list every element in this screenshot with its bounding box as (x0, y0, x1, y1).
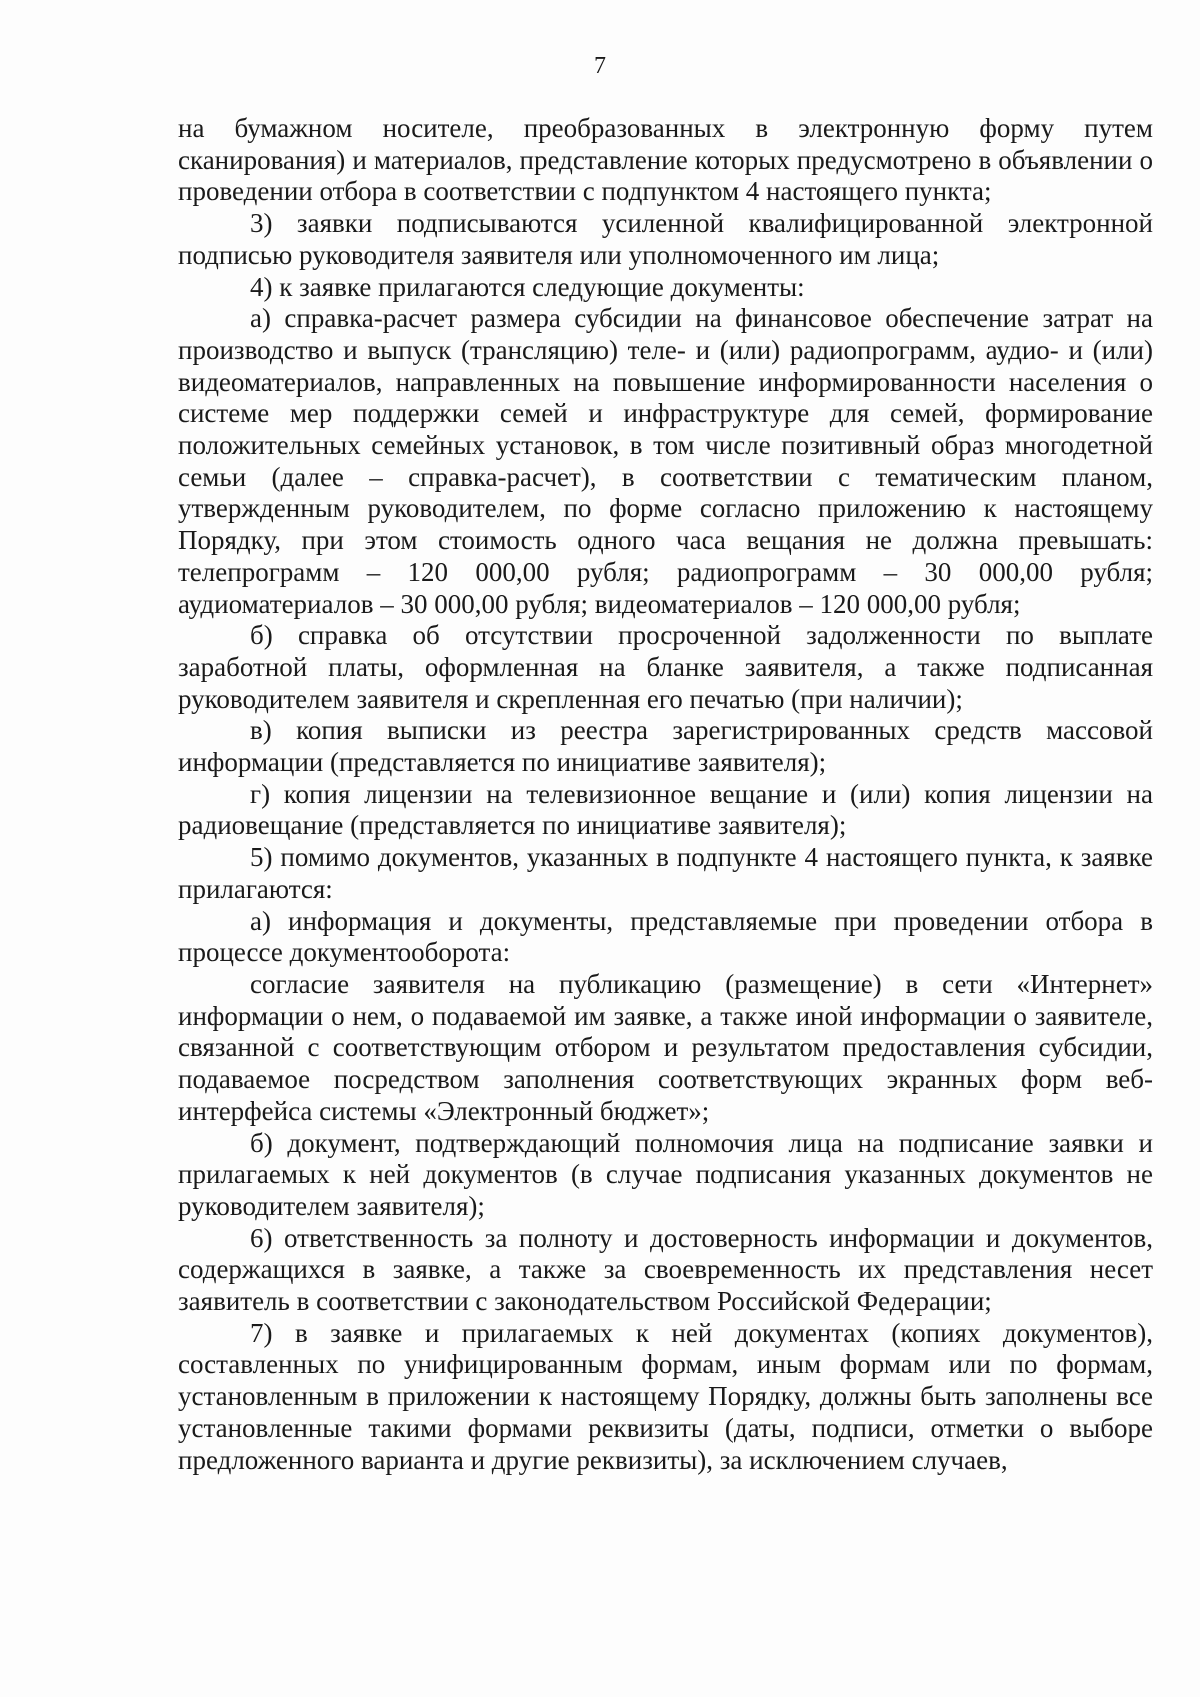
paragraph-consent: согласие заявителя на публикацию (размещение) в сети «Интернет» информации о нем, о подаваемой им заявке, а также иной информации о заявителе, связанной с соответствующим отбором и результатом предоставления субсидии, подаваемое посредством заполнения соответствующих экранных форм веб-интерфейса системы «Электронный бюджет»; (178, 968, 1153, 1126)
document-body (178, 113, 1153, 1476)
paragraph-item-4: 4) к заявке прилагаются следующие документы: (250, 271, 805, 302)
paragraph-item-5a: а) информация и документы, представляемые при проведении отбора в процессе документооборота: (178, 905, 1153, 968)
paragraph-item-7: 7) в заявке и прилагаемых к ней документах (копиях документов), составленных по унифицированным формам, иным формам или по формам, установленным в приложении к настоящему Порядку, должны быть заполнены все установленные такими формами реквизиты (даты, подписи, отметки о выборе предложенного варианта и другие реквизиты), за исключением случаев, (178, 1317, 1153, 1475)
paragraph-item-4a: а) справка-расчет размера субсидии на финансовое обеспечение затрат на производство и выпуск (трансляцию) теле- и (или) радиопрограмм, аудио- и (или) видеоматериалов, направленных на повышение информированности населения о системе мер поддержки семей и инфраструктуре для семей, формирование положительных семейных установок, в том числе позитивный образ многодетной семьи (далее – справка-расчет), в соответствии с тематическим планом, утвержденным руководителем, по форме согласно приложению к настоящему Порядку, при этом стоимость одного часа вещания не должна превышать: телепрограмм – 120 000,00 рубля; радиопрограмм – 30 000,00 рубля; аудиоматериалов – 30 000,00 рубля; видеоматериалов – 120 000,00 рубля; (178, 303, 1153, 619)
paragraph-continuation: на бумажном носителе, преобразованных в электронную форму путем сканирования) и материалов, представление которых предусмотрено в объявлении о проведении отбора в соответствии с подпунктом 4 настоящего пункта; (178, 113, 1153, 207)
paragraph-item-4g: г) копия лицензии на телевизионное вещание и (или) копия лицензии на радиовещание (представляется по инициативе заявителя); (178, 778, 1153, 841)
page-number: 7 (594, 53, 606, 79)
paragraph-item-5: 5) помимо документов, указанных в подпункте 4 настоящего пункта, к заявке прилагаются: (178, 842, 1153, 904)
paragraph-item-3: 3) заявки подписываются усиленной квалифицированной электронной подписью руководителя заявителя или уполномоченного им лица; (178, 208, 1153, 270)
paragraph-item-6: 6) ответственность за полноту и достоверность информации и документов, содержащихся в заявке, а также за своевременность их представления несет заявитель в соответствии с законодательством Российской Федерации; (178, 1222, 1153, 1317)
paragraph-item-5b: б) документ, подтверждающий полномочия лица на подписание заявки и прилагаемых к ней документов (в случае подписания указанных документов не руководителем заявителя); (178, 1127, 1153, 1221)
paragraph-item-4b: б) справка об отсутствии просроченной задолженности по выплате заработной платы, оформленная на бланке заявителя, а также подписанная руководителем заявителя и скрепленная его печатью (при наличии); (178, 620, 1153, 714)
paragraph-item-4v: в) копия выписки из реестра зарегистрированных средств массовой информации (представляется по инициативе заявителя); (178, 715, 1153, 778)
